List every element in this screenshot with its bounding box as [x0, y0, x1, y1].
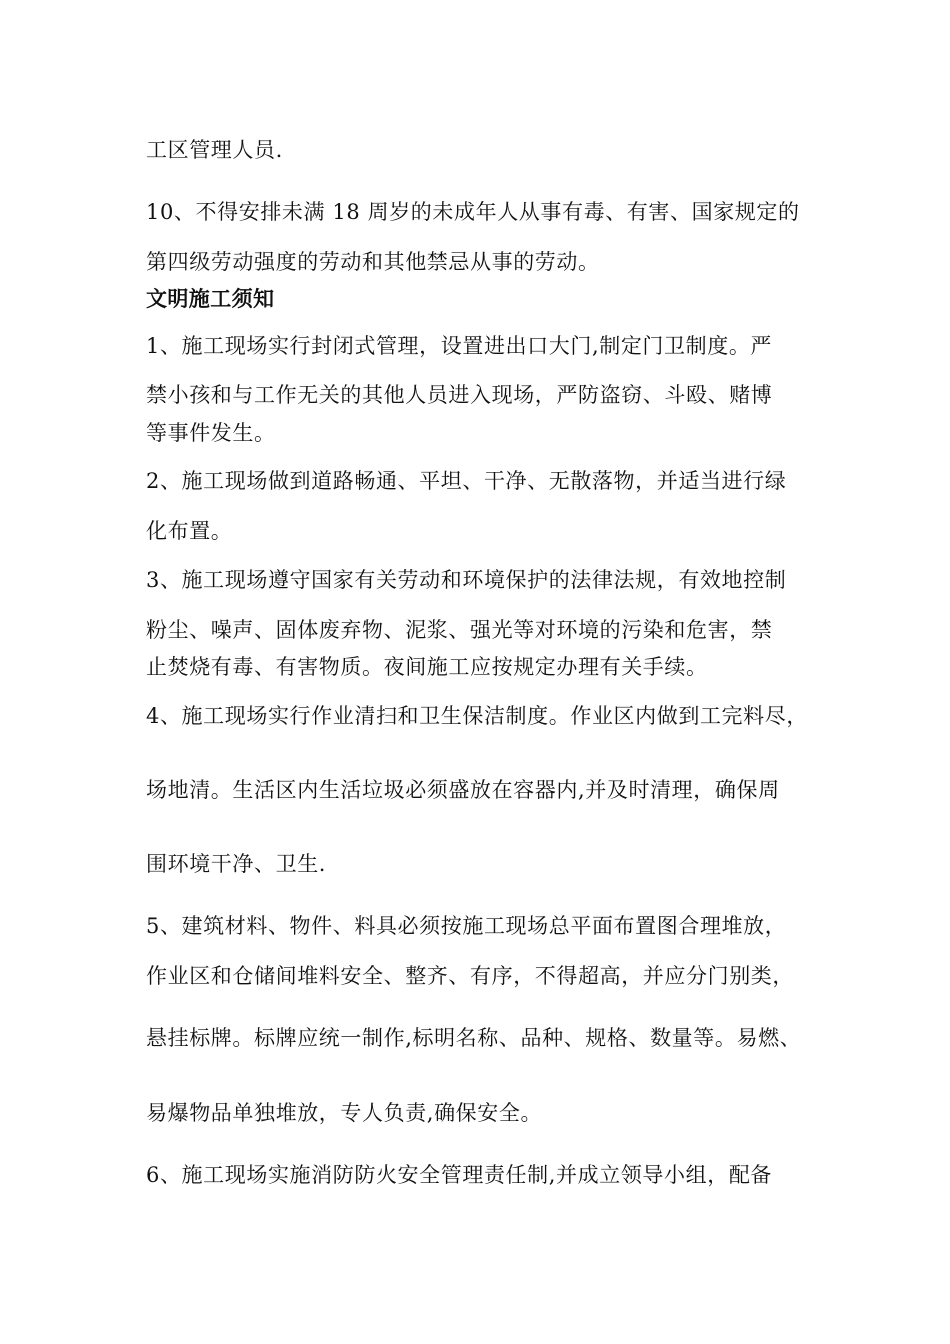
- section-heading: 文明施工须知: [146, 287, 275, 311]
- text-line: 场地清。生活区内生活垃圾必须盛放在容器内,并及时清理，确保周: [146, 778, 780, 802]
- text-line: 化布置。: [146, 519, 233, 543]
- text-line: 3、施工现场遵守国家有关劳动和环境保护的法律法规，有效地控制: [146, 568, 787, 592]
- text-line: 围环境干净、卫生.: [146, 852, 327, 876]
- text-line: 工区管理人员.: [146, 138, 283, 162]
- text-line: 悬挂标牌。标牌应统一制作,标明名称、品种、规格、数量等。易燃、: [146, 1026, 802, 1050]
- text-line: 第四级劳动强度的劳动和其他禁忌从事的劳动。: [146, 250, 600, 274]
- text-line: 禁小孩和与工作无关的其他人员进入现场，严防盗窃、斗殴、赌博: [146, 383, 773, 407]
- text-line: 易爆物品单独堆放，专人负责,确保安全。: [146, 1101, 543, 1125]
- text-line: 2、施工现场做到道路畅通、平坦、干净、无散落物，并适当进行绿: [146, 469, 787, 493]
- text-line: 10、不得安排未满 18 周岁的未成年人从事有毒、有害、国家规定的: [146, 200, 800, 224]
- text-line: 作业区和仓储间堆料安全、整齐、有序，不得超高，并应分门别类，: [146, 964, 794, 988]
- text-line: 5、建筑材料、物件、料具必须按施工现场总平面布置图合理堆放，: [146, 914, 787, 938]
- text-line: 4、施工现场实行作业清扫和卫生保洁制度。作业区内做到工完料尽，: [146, 704, 808, 728]
- text-line: 粉尘、噪声、固体废弃物、泥浆、强光等对环境的污染和危害，禁: [146, 618, 773, 642]
- text-line: 等事件发生。: [146, 421, 276, 445]
- text-line: 6、施工现场实施消防防火安全管理责任制,并成立领导小组，配备: [146, 1163, 773, 1187]
- text-line: 止焚烧有毒、有害物质。夜间施工应按规定办理有关手续。: [146, 655, 708, 679]
- text-line: 1、施工现场实行封闭式管理，设置进出口大门,制定门卫制度。严: [146, 334, 773, 358]
